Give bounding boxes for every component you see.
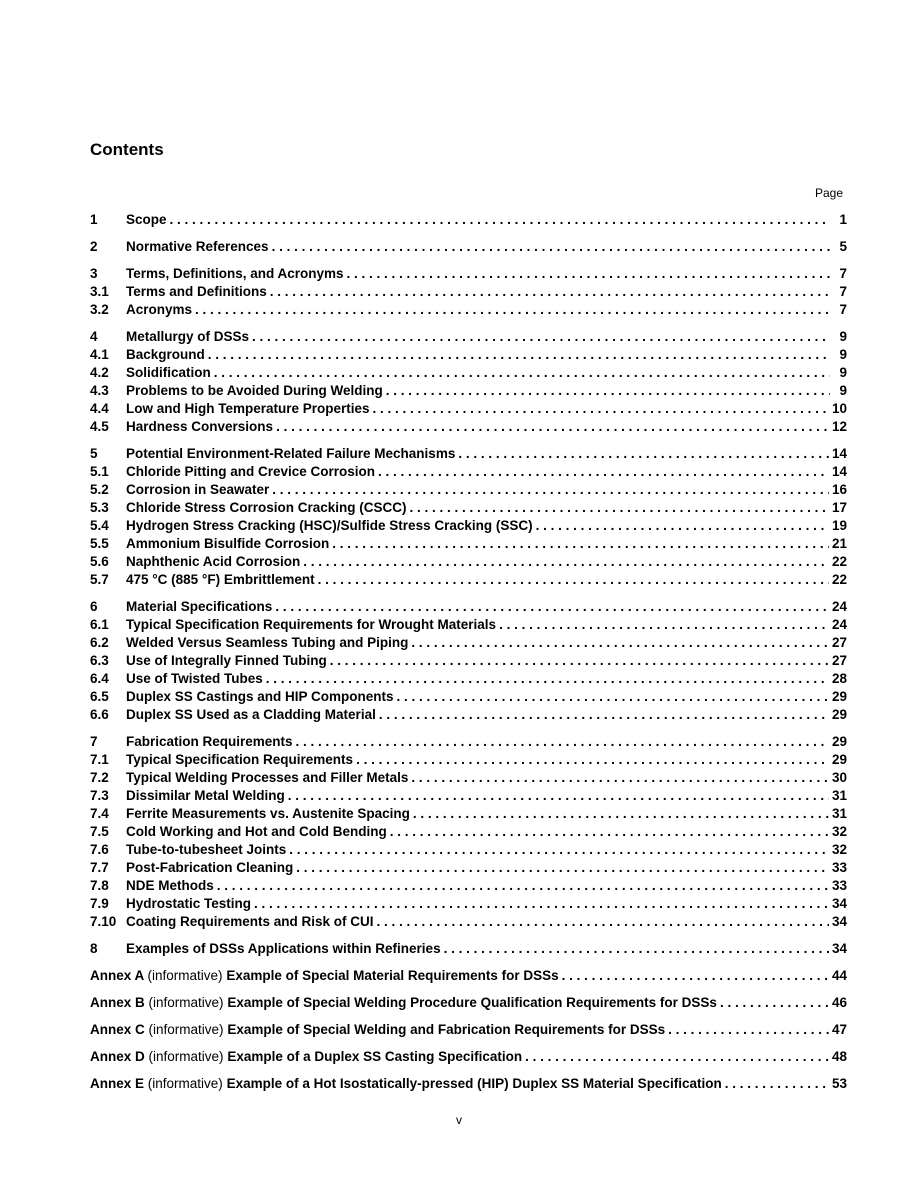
toc-annex-entry[interactable]	[90, 1076, 847, 1094]
dot-leader	[444, 941, 829, 956]
annex-title: Example of a Hot Isostatically-pressed (HIP) Duplex SS Material Specification	[226, 1076, 722, 1091]
toc-entry-page: 21	[831, 536, 847, 551]
toc-entry-page: 27	[831, 635, 847, 650]
dot-leader	[217, 878, 829, 893]
toc-entry-number: 7.7	[90, 860, 109, 875]
toc-entry-page: 27	[831, 653, 847, 668]
toc-entry-page: 30	[831, 770, 847, 785]
toc-entry-page: 48	[831, 1049, 847, 1064]
dot-leader	[410, 500, 829, 515]
toc-entry-number: 5.6	[90, 554, 109, 569]
dot-leader	[411, 770, 829, 785]
toc-entry-page: 44	[831, 968, 847, 983]
table-of-contents	[90, 212, 847, 1094]
toc-entry[interactable]	[90, 635, 847, 653]
dot-leader	[536, 518, 829, 533]
toc-entry[interactable]	[90, 806, 847, 824]
dot-leader	[195, 302, 830, 317]
toc-entry[interactable]	[90, 788, 847, 806]
toc-entry-title: Normative References	[126, 239, 269, 254]
toc-entry-page: 31	[831, 788, 847, 803]
toc-entry-title: Post-Fabrication Cleaning	[126, 860, 294, 875]
toc-entry-page: 29	[831, 707, 847, 722]
toc-entry-number: 7.4	[90, 806, 109, 821]
toc-entry-number: 6.4	[90, 671, 109, 686]
toc-entry-number: 7	[90, 734, 98, 749]
toc-entry-page: 29	[831, 734, 847, 749]
toc-entry-title: Cold Working and Hot and Cold Bending	[126, 824, 387, 839]
toc-entry-number: 7.5	[90, 824, 109, 839]
annex-title: Example of Special Welding and Fabrication Requirements for DSSs	[227, 1022, 666, 1037]
toc-annex-entry[interactable]	[90, 1022, 847, 1040]
dot-leader	[397, 689, 829, 704]
toc-entry-title: Ferrite Measurements vs. Austenite Spacing	[126, 806, 410, 821]
dot-leader	[296, 860, 829, 875]
toc-entry[interactable]	[90, 482, 847, 500]
toc-entry-title: Corrosion in Seawater	[126, 482, 270, 497]
toc-entry-page: 9	[839, 365, 847, 380]
toc-entry-page: 7	[839, 266, 847, 281]
toc-entry[interactable]	[90, 347, 847, 365]
toc-annex-entry[interactable]	[90, 995, 847, 1013]
dot-leader	[668, 1022, 829, 1037]
toc-entry-title: Typical Specification Requirements	[126, 752, 354, 767]
dot-leader	[208, 347, 830, 362]
dot-leader	[373, 401, 829, 416]
toc-entry-page: 29	[831, 752, 847, 767]
annex-qualifier: (informative)	[147, 968, 223, 983]
toc-entry[interactable]	[90, 518, 847, 536]
toc-entry-number: 4.5	[90, 419, 109, 434]
dot-leader	[356, 752, 829, 767]
toc-entry-number: 7.2	[90, 770, 109, 785]
toc-entry-number: 7.1	[90, 752, 109, 767]
dot-leader	[254, 896, 829, 911]
toc-entry-number: 4.4	[90, 401, 109, 416]
toc-entry[interactable]	[90, 329, 847, 347]
toc-entry-number: 7.9	[90, 896, 109, 911]
toc-entry[interactable]	[90, 752, 847, 770]
toc-entry-page: 24	[831, 599, 847, 614]
dot-leader	[377, 914, 829, 929]
toc-entry-number: 6.6	[90, 707, 109, 722]
dot-leader	[411, 635, 829, 650]
toc-entry-page: 47	[831, 1022, 847, 1037]
toc-entry[interactable]	[90, 599, 847, 617]
dot-leader	[170, 212, 830, 227]
toc-annex-title	[90, 1076, 722, 1091]
dot-leader	[378, 464, 829, 479]
toc-entry-title: Ammonium Bisulfide Corrosion	[126, 536, 330, 551]
dot-leader	[266, 671, 829, 686]
toc-entry-title: Solidification	[126, 365, 211, 380]
toc-entry-number: 3	[90, 266, 98, 281]
annex-label: Annex D	[90, 1049, 145, 1064]
dot-leader	[252, 329, 830, 344]
toc-entry-page: 1	[839, 212, 847, 227]
toc-entry-title: Welded Versus Seamless Tubing and Piping	[126, 635, 409, 650]
toc-annex-title	[90, 1022, 665, 1037]
dot-leader	[725, 1076, 829, 1091]
toc-entry[interactable]	[90, 671, 847, 689]
toc-entry-title: Use of Integrally Finned Tubing	[126, 653, 327, 668]
toc-entry-page: 32	[831, 824, 847, 839]
toc-entry-page: 14	[831, 446, 847, 461]
toc-entry[interactable]	[90, 536, 847, 554]
toc-entry-number: 3.1	[90, 284, 109, 299]
page-number-footer: v	[456, 1113, 462, 1127]
dot-leader	[562, 968, 829, 983]
toc-entry-page: 34	[831, 941, 847, 956]
toc-entry-page: 34	[831, 914, 847, 929]
dot-leader	[303, 554, 829, 569]
toc-entry-number: 5.5	[90, 536, 109, 551]
toc-entry-page: 12	[831, 419, 847, 434]
toc-entry-number: 5.1	[90, 464, 109, 479]
toc-entry[interactable]	[90, 284, 847, 302]
toc-entry-page: 19	[831, 518, 847, 533]
toc-entry-number: 3.2	[90, 302, 109, 317]
dot-leader	[270, 284, 830, 299]
dot-leader	[296, 734, 829, 749]
toc-entry-number: 4.1	[90, 347, 109, 362]
toc-entry[interactable]	[90, 572, 847, 590]
toc-entry-number: 6.3	[90, 653, 109, 668]
toc-entry-number: 7.6	[90, 842, 109, 857]
toc-entry-title: Typical Specification Requirements for Wrought Materials	[126, 617, 497, 632]
dot-leader	[499, 617, 829, 632]
toc-entry-page: 33	[831, 860, 847, 875]
toc-entry-page: 5	[839, 239, 847, 254]
toc-entry[interactable]	[90, 383, 847, 401]
dot-leader	[275, 599, 829, 614]
toc-entry-number: 4	[90, 329, 98, 344]
dot-leader	[386, 383, 830, 398]
toc-entry[interactable]	[90, 734, 847, 752]
toc-entry[interactable]	[90, 365, 847, 383]
toc-annex-entry[interactable]	[90, 1049, 847, 1067]
toc-entry-number: 6.1	[90, 617, 109, 632]
dot-leader	[288, 788, 829, 803]
toc-entry-page: 9	[839, 383, 847, 398]
toc-entry-page: 28	[831, 671, 847, 686]
toc-entry-page: 46	[831, 995, 847, 1010]
toc-entry-title: Tube-to-tubesheet Joints	[126, 842, 287, 857]
toc-entry-number: 5	[90, 446, 98, 461]
toc-entry-title: Terms and Definitions	[126, 284, 267, 299]
annex-label: Annex E	[90, 1076, 145, 1091]
toc-entry[interactable]	[90, 266, 847, 284]
dot-leader	[276, 419, 829, 434]
toc-entry-number: 7.10	[90, 914, 117, 929]
toc-entry-title: Use of Twisted Tubes	[126, 671, 263, 686]
dot-leader	[318, 572, 829, 587]
toc-entry-page: 9	[839, 329, 847, 344]
dot-leader	[379, 707, 829, 722]
toc-entry-title: Terms, Definitions, and Acronyms	[126, 266, 344, 281]
toc-entry-title: 475 °C (885 °F) Embrittlement	[126, 572, 315, 587]
toc-entry-title: Hardness Conversions	[126, 419, 274, 434]
toc-entry-number: 1	[90, 212, 98, 227]
dot-leader	[413, 806, 829, 821]
toc-entry[interactable]	[90, 464, 847, 482]
toc-entry-title: Potential Environment-Related Failure Mechanisms	[126, 446, 456, 461]
toc-entry-title: Dissimilar Metal Welding	[126, 788, 285, 803]
toc-entry-title: Scope	[126, 212, 167, 227]
toc-entry[interactable]	[90, 212, 847, 230]
toc-entry[interactable]	[90, 554, 847, 572]
toc-entry-title: Coating Requirements and Risk of CUI	[126, 914, 374, 929]
toc-entry[interactable]	[90, 824, 847, 842]
toc-entry-title: Material Specifications	[126, 599, 273, 614]
annex-title: Example of a Duplex SS Casting Specification	[227, 1049, 523, 1064]
toc-entry-title: Chloride Stress Corrosion Cracking (CSCC)	[126, 500, 407, 515]
toc-entry-page: 34	[831, 896, 847, 911]
toc-entry-title: Examples of DSSs Applications within Refineries	[126, 941, 441, 956]
toc-entry[interactable]	[90, 689, 847, 707]
toc-annex-entry[interactable]	[90, 968, 847, 986]
toc-entry-title: Hydrogen Stress Cracking (HSC)/Sulfide Stress Cracking (SSC)	[126, 518, 533, 533]
toc-entry-page: 22	[831, 572, 847, 587]
dot-leader	[272, 482, 829, 497]
toc-entry-title: Problems to be Avoided During Welding	[126, 383, 383, 398]
toc-entry-page: 17	[831, 500, 847, 515]
toc-entry-number: 2	[90, 239, 98, 254]
toc-entry[interactable]	[90, 941, 847, 959]
toc-entry-number: 4.3	[90, 383, 109, 398]
toc-entry-number: 8	[90, 941, 98, 956]
toc-entry-title: Naphthenic Acid Corrosion	[126, 554, 301, 569]
toc-entry-title: Chloride Pitting and Crevice Corrosion	[126, 464, 376, 479]
toc-entry-title: Background	[126, 347, 205, 362]
annex-qualifier: (informative)	[148, 1049, 224, 1064]
toc-entry[interactable]	[90, 914, 847, 932]
dot-leader	[289, 842, 829, 857]
toc-entry-number: 5.7	[90, 572, 109, 587]
toc-entry-page: 33	[831, 878, 847, 893]
toc-entry-number: 4.2	[90, 365, 109, 380]
toc-entry-title: Low and High Temperature Properties	[126, 401, 370, 416]
toc-entry-number: 7.3	[90, 788, 109, 803]
toc-entry-title: Duplex SS Castings and HIP Components	[126, 689, 394, 704]
toc-entry-page: 22	[831, 554, 847, 569]
toc-entry-title: Typical Welding Processes and Filler Metals	[126, 770, 409, 785]
toc-entry[interactable]	[90, 878, 847, 896]
annex-qualifier: (informative)	[148, 995, 224, 1010]
dot-leader	[347, 266, 830, 281]
toc-entry-page: 7	[839, 302, 847, 317]
toc-entry-page: 16	[831, 482, 847, 497]
dot-leader	[214, 365, 830, 380]
toc-entry-number: 7.8	[90, 878, 109, 893]
toc-entry-page: 32	[831, 842, 847, 857]
toc-annex-title	[90, 968, 559, 983]
annex-title: Example of Special Material Requirements for DSSs	[226, 968, 559, 983]
toc-entry-page: 29	[831, 689, 847, 704]
toc-entry[interactable]	[90, 401, 847, 419]
dot-leader	[332, 536, 829, 551]
toc-entry[interactable]	[90, 653, 847, 671]
annex-qualifier: (informative)	[148, 1022, 224, 1037]
toc-entry[interactable]	[90, 896, 847, 914]
toc-entry[interactable]	[90, 770, 847, 788]
toc-entry-number: 5.4	[90, 518, 109, 533]
toc-entry-page: 14	[831, 464, 847, 479]
toc-entry[interactable]	[90, 239, 847, 257]
toc-entry-number: 5.3	[90, 500, 109, 515]
toc-entry-page: 53	[831, 1076, 847, 1091]
toc-entry[interactable]	[90, 500, 847, 518]
toc-entry-page: 10	[831, 401, 847, 416]
dot-leader	[720, 995, 829, 1010]
toc-entry-title: Fabrication Requirements	[126, 734, 293, 749]
annex-label: Annex C	[90, 1022, 145, 1037]
dot-leader	[458, 446, 829, 461]
toc-entry[interactable]	[90, 419, 847, 437]
page-column-label: Page	[814, 186, 843, 200]
toc-entry[interactable]	[90, 446, 847, 464]
dot-leader	[525, 1049, 829, 1064]
toc-entry-title: Acronyms	[126, 302, 193, 317]
toc-entry[interactable]	[90, 707, 847, 725]
toc-entry[interactable]	[90, 617, 847, 635]
toc-entry-number: 6	[90, 599, 98, 614]
toc-entry-title: Duplex SS Used as a Cladding Material	[126, 707, 376, 722]
toc-entry-page: 9	[839, 347, 847, 362]
toc-entry-page: 24	[831, 617, 847, 632]
toc-entry-number: 6.2	[90, 635, 109, 650]
dot-leader	[272, 239, 830, 254]
toc-entry-number: 6.5	[90, 689, 109, 704]
toc-entry-title: NDE Methods	[126, 878, 214, 893]
dot-leader	[390, 824, 829, 839]
toc-entry-title: Metallurgy of DSSs	[126, 329, 250, 344]
toc-entry-number: 5.2	[90, 482, 109, 497]
toc-entry[interactable]	[90, 302, 847, 320]
toc-entry-page: 31	[831, 806, 847, 821]
annex-label: Annex A	[90, 968, 144, 983]
toc-entry-page: 7	[839, 284, 847, 299]
toc-annex-title	[90, 1049, 522, 1064]
annex-qualifier: (informative)	[147, 1076, 223, 1091]
toc-entry[interactable]	[90, 842, 847, 860]
toc-annex-title	[90, 995, 717, 1010]
page-title: Contents	[90, 140, 164, 159]
dot-leader	[330, 653, 829, 668]
toc-entry-title: Hydrostatic Testing	[126, 896, 252, 911]
toc-entry[interactable]	[90, 860, 847, 878]
annex-label: Annex B	[90, 995, 145, 1010]
annex-title: Example of Special Welding Procedure Qualification Requirements for DSSs	[227, 995, 717, 1010]
